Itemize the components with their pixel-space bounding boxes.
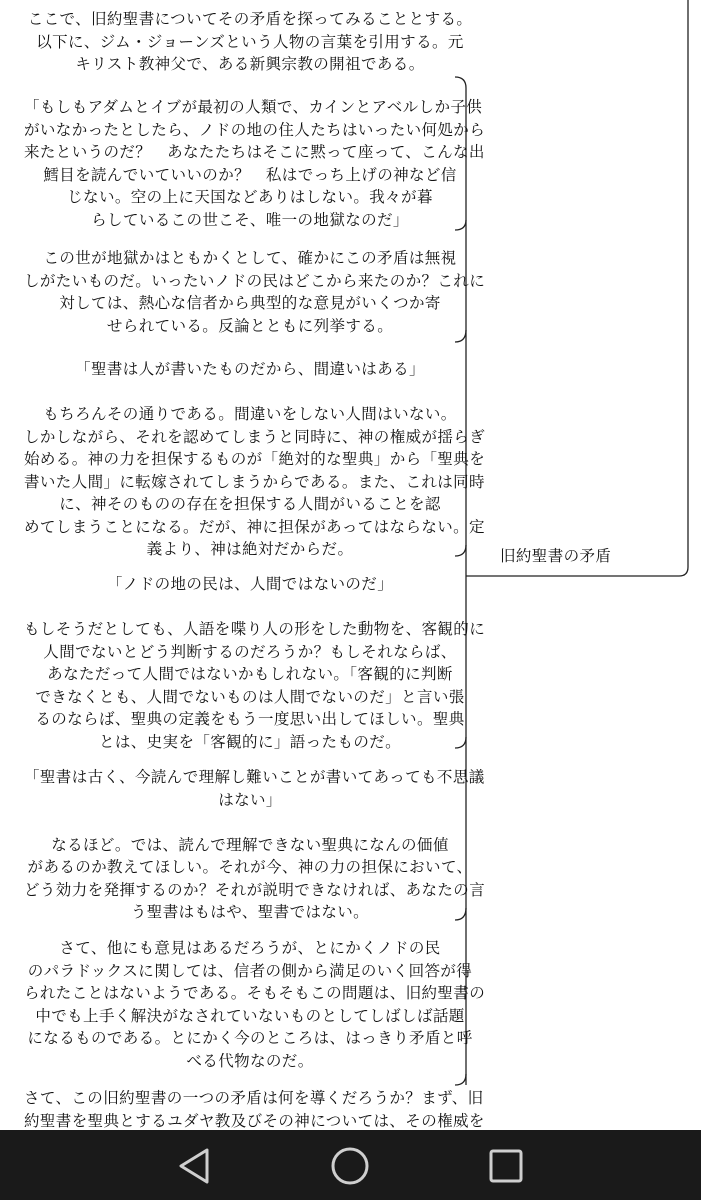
node-line: できなくとも、人間でないものは人間でないのだ」と言い張 [35,687,465,706]
node-line: べる代物なのだ。 [186,1051,314,1070]
node-line: さて、この旧約聖書の一つの矛盾は何を導くだろうか？まず、旧 [24,1089,484,1107]
node-line [24,811,476,834]
node-line: はない」 [218,790,282,809]
recents-square-icon [484,1144,528,1188]
node-line: もしそうだとしても、人語を喋り人の形をした動物を、客観的に [24,620,486,638]
home-button[interactable] [328,1144,372,1188]
node-line [24,381,476,404]
android-navigation-bar [0,1130,701,1200]
back-triangle-icon [173,1144,217,1188]
node-line: 中でも上手く解決がなされていないものとしてしばしば話題 [35,1006,465,1025]
node-line: しがたいものだ。いったいノドの民はどこから来たのか？これに [24,271,486,290]
node-line: 「もしもアダムとイブが最初の人類で、カインとアベルしか子供 [24,98,483,116]
text-node-paradox-summary[interactable] [24,937,486,1072]
node-line: じない。空の上に天国などありはしない。我々が暮 [67,188,433,206]
node-line: さて、他にも意見はあるだろうが、とにかくノドの民 [59,939,441,957]
node-line: あなただって人間ではないかもしれない。「客観的に判断 [47,665,453,683]
node-line [24,596,476,619]
node-line: のパラドックスに関しては、信者の側から満足のいく回答が得 [27,961,473,980]
text-node-jones-quote[interactable] [24,96,486,231]
node-line: 「聖書は人が書いたものだから、間違いはある」 [75,360,425,378]
node-line: 義より、神は絶対だからだ。 [146,540,354,558]
recents-button[interactable] [484,1144,528,1188]
node-line: う聖書はもはや、聖書ではない。 [130,903,370,921]
node-line: ここで、旧約聖書についてその矛盾を探ってみることとする。 [27,10,473,28]
node-line: 対しては、熱心な信者から典型的な意見がいくつか寄 [59,294,441,312]
node-line: られたことはないようである。そもそもこの問題は、旧約聖書の [24,984,486,1002]
node-line: 始める。神の力を担保するものが「絶対的な聖典」から「聖典を [24,450,486,468]
node-line: しかしながら、それを認めてしまうと同時に、神の権威が揺らぎ [24,427,486,446]
text-node-not-human[interactable] [24,573,486,753]
node-line: になるものである。とにかく今のところは、はっきり矛盾と呼 [27,1029,473,1047]
node-line: 約聖書を聖典とするユダヤ教及びその神については、その権威を [24,1111,485,1130]
text-node-old-scripture[interactable] [24,766,486,924]
node-line: キリスト教神父で、ある新興宗教の開祖である。 [75,55,425,73]
node-line: 人間でないとどう判断するのだろうか？もしそれならば、 [43,642,457,661]
node-line: 以下に、ジム・ジョーンズという人物の言葉を引用する。元 [36,32,464,51]
node-line: 「ノドの地の民は、人間ではないのだ」 [106,575,394,593]
node-line: どう効力を発揮するのか？それが説明できなければ、あなたの言 [24,880,486,899]
node-line: に、神そのものの存在を担保する人間がいることを認 [59,495,441,513]
node-line: めてしまうことになる。だが、神に担保があってはならない。定 [24,517,485,536]
root-node-label[interactable]: 旧約聖書の矛盾 [500,547,612,565]
node-line: もちろんその通りである。間違いをしない人間はいない。 [43,405,457,423]
node-line: とは、史実を「客観的に」語ったものだ。 [98,732,402,751]
node-line: 書いた人間」に転嫁されてしまうからである。また、これは同時 [24,472,485,491]
node-line: がいなかったとしたら、ノドの地の住人たちはいったい何処から [24,120,486,139]
text-node-nod-question[interactable] [24,247,486,337]
text-node-human-written[interactable] [24,358,486,561]
node-line: 鱈目を読んでいていいのか？ 私はでっち上げの神など信 [43,165,457,184]
node-line: なるほど。では、読んで理解できない聖典になんの価値 [51,835,449,854]
text-node-intro[interactable] [24,8,476,76]
node-line: 「聖書は古く、今読んで理解し難いことが書いてあっても不思議 [24,768,485,786]
home-circle-icon [328,1144,372,1188]
node-line: があるのか教えてほしい。それが今、神の力の担保において、 [27,858,473,876]
text-node-conclusion[interactable] [24,1087,485,1130]
node-line: るのならば、聖典の定義をもう一度思い出してほしい。聖典 [35,710,465,728]
node-line: せられている。反論とともに列挙する。 [106,316,394,335]
node-line: この世が地獄かはともかくとして、確かにこの矛盾は無視 [43,249,457,267]
node-line: 来たというのだ？ あなたたちはそこに黙って座って、こんな出 [24,143,485,161]
node-line: らしているこの世こそ、唯一の地獄なのだ」 [91,210,409,229]
back-button[interactable] [173,1144,217,1188]
